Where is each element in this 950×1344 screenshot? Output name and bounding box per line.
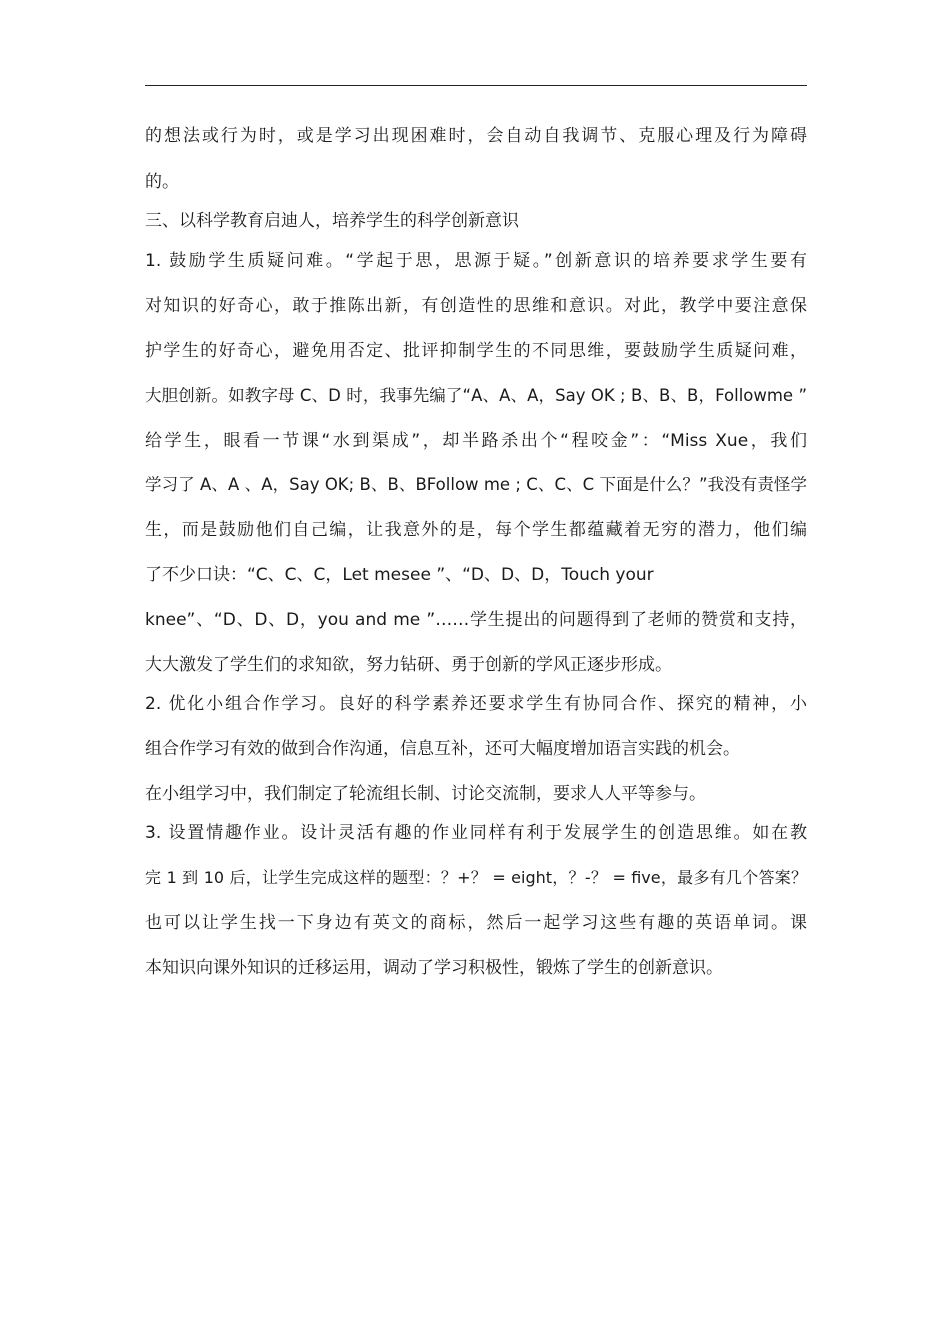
text-line: 生，而是鼓励他们自己编，让我意外的是，每个学生都蕴藏着无穷的潜力，他们编 [145,520,807,540]
text-line: 3. 设置情趣作业。设计灵活有趣的作业同样有利于发展学生的创造思维。如在教 [145,823,807,843]
text-line: 大胆创新。如教字母 C、D 时，我事先编了“A、A、A，Say OK ; B、B、B，Followme ” [145,386,807,405]
text-line: 在小组学习中，我们制定了轮流组长制、讨论交流制，要求人人平等参与。 [145,784,706,804]
text-line: 1. 鼓励学生质疑问难。“学起于思，思源于疑。”创新意识的培养要求学生要有 [145,251,807,271]
section-heading: 三、以科学教育启迪人，培养学生的科学创新意识 [145,211,519,231]
text-line: 护学生的好奇心，避免用否定、批评抑制学生的不同思维，要鼓励学生质疑问难， [145,341,807,361]
text-line: 组合作学习有效的做到合作沟通，信息互补，还可大幅度增加语言实践的机会。 [145,739,740,759]
header-rule [145,85,807,86]
text-line: 了不少口诀：“C、C、C，Let mesee ”、“D、D、D，Touch your [145,565,654,585]
text-line: 2. 优化小组合作学习。良好的科学素养还要求学生有协同合作、探究的精神，小 [145,694,807,714]
text-line: 大大激发了学生们的求知欲，努力钻研、勇于创新的学风正逐步形成。 [145,655,672,675]
text-line: 本知识向课外知识的迁移运用，调动了学习积极性，锻炼了学生的创新意识。 [145,958,723,978]
text-line: 学习了 A、A 、A，Say OK; B、B、BFollow me ; C、C、C 下面是什么？”我没有责怪学 [145,475,807,494]
text-line: 的。 [145,172,179,192]
text-line: 完 1 到 10 后，让学生完成这样的题型：？+？ = eight，？-？ = five，最多有几个答案？ [145,868,807,887]
text-line: 给学生，眼看一节课“水到渠成”，却半路杀出个“程咬金”：“Miss Xue，我们 [145,431,807,451]
text-line: 对知识的好奇心，敢于推陈出新，有创造性的思维和意识。对此，教学中要注意保 [145,296,807,316]
text-line: 也可以让学生找一下身边有英文的商标，然后一起学习这些有趣的英语单词。课 [145,913,807,933]
text-line: knee”、“D、D、D，you and me ”……学生提出的问题得到了老师的赞赏和支持， [145,610,807,630]
text-line: 的想法或行为时，或是学习出现困难时，会自动自我调节、克服心理及行为障碍 [145,126,807,146]
